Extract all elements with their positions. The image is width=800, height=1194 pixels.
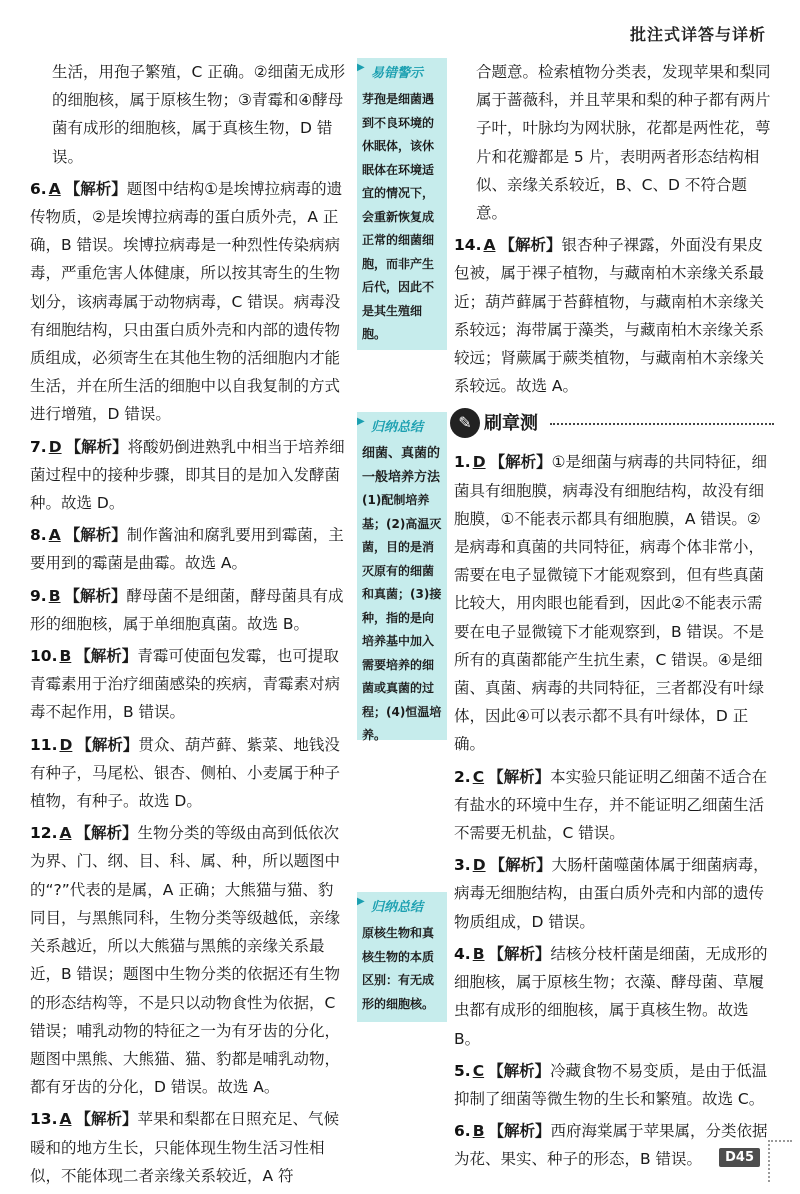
analysis-label: 【解析】 bbox=[75, 824, 138, 843]
answer-entry bbox=[454, 231, 774, 400]
analysis-label: 【解析】 bbox=[64, 179, 127, 198]
entry-text: 生物分类的等级由高到低依次为界、门、纲、目、科、属、种，所以题图中的“?”代表的是属，A 正确；大熊猫与猫、豹同目，与黑熊同科，生物分类等级越低，亲缘关系越近，所以大熊猫与黑熊的亲缘关系最近，B 错误；题图中生物分类的依据还有生物的形态结构等，不是只以动物食性为依据，C 错误；哺乳动物的特征之一为有牙齿的分化，题图中黑熊、大熊猫、猫、豹都是哺乳动物，都有牙齿的分化，D 错误。故选 A。 bbox=[30, 824, 341, 1097]
answer-entry bbox=[30, 1105, 348, 1190]
analysis-label: 【解析】 bbox=[75, 1110, 138, 1129]
analysis-label: 【解析】 bbox=[488, 1061, 551, 1080]
question-number: 6. bbox=[454, 1122, 471, 1141]
answer-letter: B bbox=[59, 647, 72, 666]
entry-text: 题图中结构①是埃博拉病毒的遗传物质，②是埃博拉病毒的蛋白质外壳，A 正确，B 错误。埃博拉病毒是一种烈性传染病病毒，严重危害人体健康，所以按其寄生的生物划分，该病毒属于动物病毒，C 错误。病毒没有细胞结构，只由蛋白质外壳和内部的遗传物质组成，必须寄生在其他生物的活细胞内才能生活，并在所生活的细胞中以自我复制的方式进行增殖，D 错误。 bbox=[30, 179, 343, 424]
note-tag: ▶ 归纳总结 bbox=[357, 896, 423, 915]
question-number: 9. bbox=[30, 586, 47, 605]
entry-text: 结核分枝杆菌是细菌，无成形的细胞核，属于原核生物；衣藻、酵母菌、草履虫都有成形的细胞核，属于真核生物。故选 B。 bbox=[454, 944, 768, 1048]
question-number: 14. bbox=[454, 236, 482, 255]
entry-text: 大肠杆菌噬菌体属于细菌病毒，病毒无细胞结构，由蛋白质外壳和内部的遗传物质组成，D 错误。 bbox=[454, 856, 769, 931]
answer-entry bbox=[454, 1057, 774, 1113]
analysis-label: 【解析】 bbox=[488, 944, 551, 963]
sidebar-note-box bbox=[357, 58, 447, 350]
answer-entry bbox=[30, 433, 348, 518]
question-number: 7. bbox=[30, 437, 47, 456]
answer-letter: A bbox=[48, 179, 61, 198]
entry-text: ①是细菌与病毒的共同特征，细菌具有细胞膜，病毒没有细胞结构，故没有细胞膜，①不能表示都具有细胞膜，A 错误。②是病毒和真菌的共同特征，病毒个体非常小，需要在电子显微镜下才能观察到，但有些真菌比较大，用肉眼也能看到，因此②不能表示需要在电子显微镜下才能观察到，B 错误。不是所有的真菌都能产生抗生素，C 错误。④是细菌、真菌、病毒的共同特征，三者都没有叶绿体，因此④可以表示都不具有叶绿体，D 正确。 bbox=[454, 453, 767, 754]
analysis-label: 【解析】 bbox=[488, 1122, 551, 1141]
answer-letter: A bbox=[48, 526, 61, 545]
answer-letter: D bbox=[472, 856, 486, 875]
answer-letter: B bbox=[472, 944, 485, 963]
question-number: 5. bbox=[454, 1061, 471, 1080]
question-number: 12. bbox=[30, 824, 58, 843]
question-number: 10. bbox=[30, 647, 58, 666]
answer-letter: D bbox=[59, 735, 73, 754]
answer-letter: A bbox=[483, 236, 496, 255]
entry-text: 贯众、葫芦藓、紫菜、地钱没有种子，马尾松、银杏、侧柏、小麦属于种子植物，有种子。故选 D。 bbox=[30, 735, 341, 811]
entry-text: 银杏种子裸露，外面没有果皮包被，属于裸子植物，与藏南柏木亲缘关系最近；葫芦藓属于苔藓植物，与藏南柏木亲缘关系较远；海带属于藻类，与藏南柏木亲缘关系较远；肾蕨属于蕨类植物，与藏南柏木亲缘关系较远。故选 A。 bbox=[454, 236, 765, 396]
analysis-label: 【解析】 bbox=[76, 735, 139, 754]
answer-entry bbox=[30, 175, 348, 429]
sidebar-note-box bbox=[357, 412, 447, 740]
question-number: 13. bbox=[30, 1110, 58, 1129]
question-number: 6. bbox=[30, 179, 47, 198]
answer-entry bbox=[30, 58, 348, 171]
answer-entry bbox=[30, 819, 348, 1101]
analysis-label: 【解析】 bbox=[64, 586, 127, 605]
entry-text: 西府海棠属于苹果属，分类依据为花、果实、种子的形态，B 错误。 bbox=[454, 1122, 768, 1169]
entry-text: 苹果和梨都在日照充足、气候暖和的地方生长，只能体现生物生活习性相似，不能体现二者亲缘关系较近，A 符 bbox=[30, 1110, 339, 1185]
note-body: 芽孢是细菌遇到不良环境的休眠体，该休眠体在环境适宜的情况下，会重新恢复成正常的细菌细胞，而非产生后代，因此不是其生殖细胞。 bbox=[362, 92, 435, 341]
analysis-label: 【解析】 bbox=[65, 437, 128, 456]
analysis-label: 【解析】 bbox=[75, 647, 138, 666]
entry-text: 将酸奶倒进熟乳中相当于培养细菌过程中的接种步骤，即其目的是加入发酵菌种。故选 D。 bbox=[30, 437, 345, 513]
answer-entry bbox=[454, 448, 774, 758]
entry-text: 冷藏食物不易变质，是由于低温抑制了细菌等微生物的生长和繁殖。故选 C。 bbox=[454, 1061, 768, 1108]
answer-letter: C bbox=[472, 767, 485, 786]
note-text: (1)配制培养基；(2)高温灭菌，目的是消灭原有的细菌和真菌；(3)接种，指的是向培养基中加入需要培养的细菌或真菌的过程；(4)恒温培养。 bbox=[362, 493, 442, 742]
note-body bbox=[362, 442, 442, 748]
analysis-label: 【解析】 bbox=[499, 236, 562, 255]
brush-icon: ✎ bbox=[450, 408, 480, 438]
answer-entry bbox=[30, 642, 348, 727]
answer-letter: D bbox=[472, 453, 486, 472]
chapter-test-title: 刷章测 bbox=[484, 413, 538, 435]
dotted-divider bbox=[550, 423, 774, 425]
analysis-label: 【解析】 bbox=[489, 856, 552, 875]
answer-entry bbox=[30, 731, 348, 816]
answer-letter: B bbox=[472, 1122, 485, 1141]
question-number: 2. bbox=[454, 767, 471, 786]
note-tag: ▶ 易错警示 bbox=[357, 62, 423, 81]
page-number: D45 bbox=[719, 1148, 760, 1167]
entry-text: 本实验只能证明乙细菌不适合在有盐水的环境中生存，并不能证明乙细菌生活不需要无机盐，C 错误。 bbox=[454, 767, 768, 843]
page-header-title: 批注式详答与详析 bbox=[629, 25, 766, 44]
answer-entry bbox=[30, 582, 348, 638]
entry-text: 酵母菌不是细菌，酵母菌具有成形的细胞核，属于单细胞真菌。故选 B。 bbox=[30, 586, 344, 633]
note-heading: 细菌、真菌的一般培养方法 bbox=[362, 446, 441, 485]
entry-text: 生活，用孢子繁殖，C 正确。②细菌无成形的细胞核，属于原核生物；③青霉和④酵母菌有成形的细胞核，属于真核生物，D 错误。 bbox=[52, 63, 346, 166]
chapter-test-heading bbox=[450, 406, 774, 442]
answer-entry bbox=[454, 940, 774, 1053]
analysis-label: 【解析】 bbox=[489, 453, 552, 472]
question-number: 1. bbox=[454, 453, 471, 472]
answer-letter: C bbox=[472, 1061, 485, 1080]
question-number: 11. bbox=[30, 735, 58, 754]
answer-entry bbox=[30, 521, 348, 577]
answer-letter: A bbox=[59, 824, 72, 843]
answer-entry bbox=[454, 763, 774, 848]
analysis-label: 【解析】 bbox=[488, 767, 551, 786]
note-tag: ▶ 归纳总结 bbox=[357, 416, 423, 435]
answer-letter: A bbox=[59, 1110, 72, 1129]
entry-text: 青霉可使面包发霉，也可提取青霉素用于治疗细菌感染的疾病，青霉素对病毒不起作用，B 错误。 bbox=[30, 647, 341, 722]
answer-entry bbox=[454, 58, 774, 227]
analysis-label: 【解析】 bbox=[64, 526, 127, 545]
answer-entry bbox=[454, 851, 774, 936]
corner-decoration bbox=[768, 1140, 792, 1182]
question-number: 8. bbox=[30, 526, 47, 545]
entry-text: 制作酱油和腐乳要用到霉菌，主要用到的霉菌是曲霉。故选 A。 bbox=[30, 526, 344, 573]
answer-letter: B bbox=[48, 586, 61, 605]
question-number: 3. bbox=[454, 856, 471, 875]
right-column bbox=[454, 58, 774, 1178]
answer-letter: D bbox=[48, 437, 62, 456]
sidebar-note-box bbox=[357, 892, 447, 1022]
left-column bbox=[30, 58, 348, 1194]
entry-text: 合题意。检索植物分类表，发现苹果和梨同属于蔷薇科，并且苹果和梨的种子都有两片子叶，叶脉均为网状脉，花都是两性花，萼片和花瓣都是 5 片，表明两者形态结构相似、亲缘关系较近，B、C、D 不符合题意。 bbox=[476, 63, 771, 223]
question-number: 4. bbox=[454, 944, 471, 963]
note-body: 原核生物和真核生物的本质区别：有无成形的细胞核。 bbox=[362, 926, 435, 1011]
